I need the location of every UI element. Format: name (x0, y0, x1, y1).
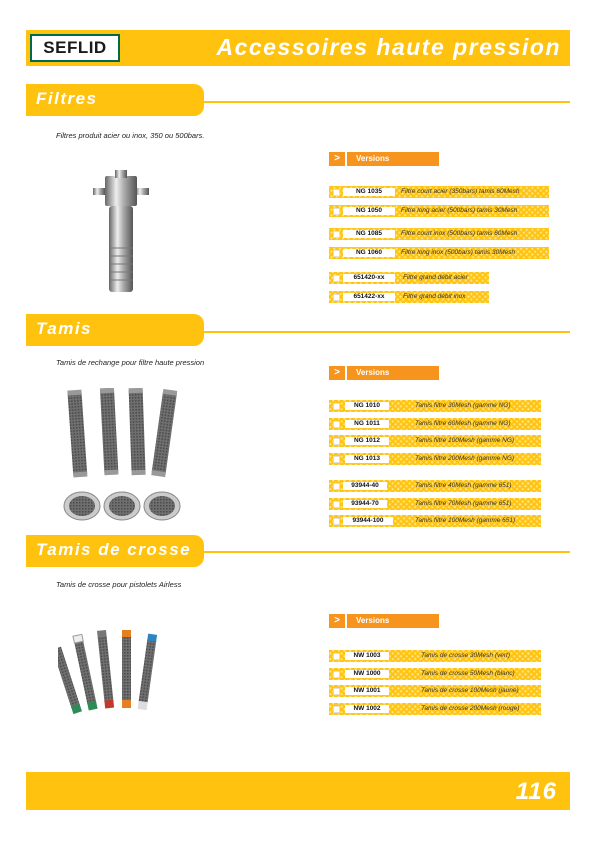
product-description: Tamis de crosse 200Mesh (rouge) (421, 705, 520, 712)
checkbox-icon (333, 518, 340, 525)
product-description: Tamis filtre 100Mesh (gamme NG) (415, 437, 515, 444)
section-title: Tamis (36, 319, 93, 338)
product-code: NG 1050 (343, 207, 395, 215)
section-divider (204, 551, 570, 553)
product-code: NG 1085 (343, 230, 395, 238)
checkbox-icon (333, 421, 340, 428)
product-description: Tamis filtre 30Mesh (gamme NG) (415, 402, 511, 409)
checkbox-icon (333, 275, 340, 282)
checkbox-icon (333, 208, 340, 215)
product-description: Filtre long inox (500bars) tamis 30Mesh (401, 249, 516, 256)
product-code: 93944-40 (343, 482, 387, 490)
page-title: Accessoires haute pression (216, 34, 561, 60)
versions-header (329, 614, 439, 628)
checkbox-icon (333, 189, 340, 196)
section-description: Filtres produit acier ou inox, 350 ou 500bars. (56, 131, 205, 140)
product-description: Tamis filtre 40Mesh (gamme 651) (415, 482, 512, 489)
checkbox-icon (333, 483, 340, 490)
checkbox-icon (333, 438, 340, 445)
chevron-right-icon: > (329, 366, 347, 380)
checkbox-icon (333, 250, 340, 257)
chevron-right-icon: > (329, 152, 347, 166)
versions-label: Versions (356, 154, 390, 163)
section-tab-filtres (26, 84, 204, 116)
section-description: Tamis de crosse pour pistolets Airless (56, 580, 182, 589)
checkbox-icon (333, 403, 340, 410)
gun-filter-image (58, 628, 168, 722)
product-description: Tamis filtre 100Mesh (gamme 651) (415, 517, 516, 524)
product-code: NG 1060 (343, 249, 395, 257)
product-description: Tamis filtre 70Mesh (gamme 651) (415, 500, 512, 507)
section-divider (204, 331, 570, 333)
product-description: Filtre long acier (500bars) tamis 30Mesh (401, 207, 518, 214)
checkbox-icon (333, 671, 340, 678)
checkbox-icon (333, 688, 340, 695)
product-code: NW 1000 (345, 670, 389, 678)
section-tab-tamis (26, 314, 204, 346)
versions-header (329, 152, 439, 166)
section-title: Tamis de crosse (36, 540, 192, 559)
product-description: Tamis filtre 200Mesh (gamme NG) (415, 455, 515, 462)
product-code: 651422-xx (343, 293, 395, 301)
section-divider (204, 101, 570, 103)
product-description: Tamis de crosse 50Mesh (blanc) (421, 670, 515, 677)
logo-text: SEFLID (43, 38, 107, 57)
checkbox-icon (333, 456, 340, 463)
versions-label: Versions (356, 368, 390, 377)
product-description: Tamis de crosse 100Mesh (jaune) (421, 687, 519, 694)
product-code: NG 1035 (343, 188, 395, 196)
checkbox-icon (333, 231, 340, 238)
product-code: NG 1012 (345, 437, 389, 445)
product-code: 93944-100 (343, 517, 393, 525)
section-description: Tamis de rechange pour filtre haute pression (56, 358, 205, 367)
footer-bar (26, 772, 570, 810)
strainer-image (58, 388, 188, 528)
section-tab-tamis-de-crosse (26, 535, 204, 567)
checkbox-icon (333, 706, 340, 713)
product-code: NG 1011 (345, 420, 389, 428)
product-code: 93944-70 (343, 500, 387, 508)
product-description: Filtre court inox (500bars) tamis 60Mesh (401, 230, 518, 237)
product-code: 651420-xx (343, 274, 395, 282)
checkbox-icon (333, 501, 340, 508)
checkbox-icon (333, 653, 340, 660)
chevron-right-icon: > (329, 614, 347, 628)
versions-label: Versions (356, 616, 390, 625)
product-code: NW 1002 (345, 705, 389, 713)
product-description: Filtre court acier (350bars) tamis 60Mesh (401, 188, 520, 195)
section-title: Filtres (36, 89, 98, 108)
product-description: Tamis de crosse 30Mesh (vert) (421, 652, 510, 659)
page-number: 116 (515, 778, 557, 805)
versions-header (329, 366, 439, 380)
product-description: Filtre grand débit inox (403, 293, 466, 300)
product-code: NW 1003 (345, 652, 389, 660)
filter-image (85, 168, 160, 296)
product-code: NG 1010 (345, 402, 389, 410)
checkbox-icon (333, 294, 340, 301)
product-description: Tamis filtre 60Mesh (gamme NG) (415, 420, 511, 427)
product-code: NW 1001 (345, 687, 389, 695)
product-description: Filtre grand débit acier (403, 274, 468, 281)
seflid-logo (30, 34, 120, 62)
product-code: NG 1013 (345, 455, 389, 463)
